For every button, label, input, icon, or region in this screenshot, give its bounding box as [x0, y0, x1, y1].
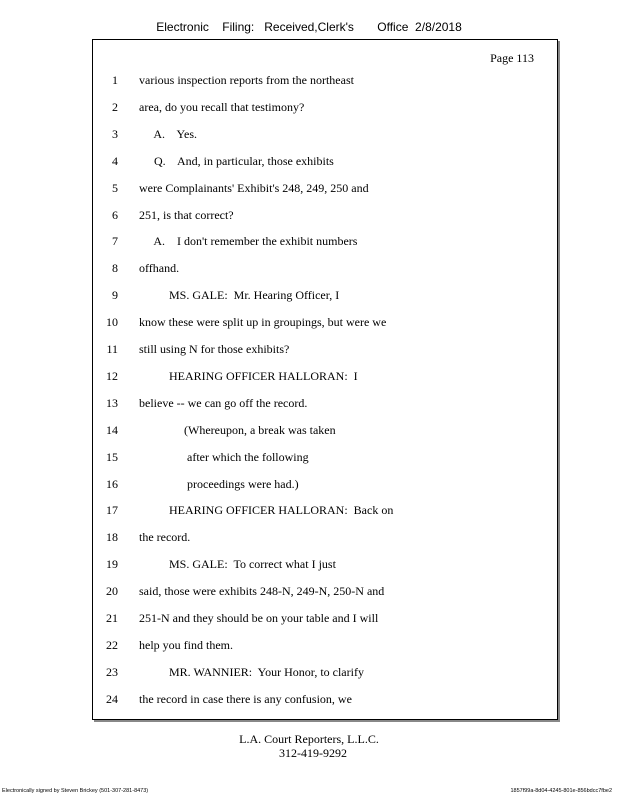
- line-text: after which the following: [139, 449, 309, 464]
- line-number: 19: [106, 557, 118, 572]
- transcript-line: [0, 396, 618, 412]
- line-text: 251, is that correct?: [139, 207, 234, 222]
- signature-right: 1857f99a-8d04-4245-801e-856bdcc7fbe2: [510, 788, 612, 794]
- transcript-line: [0, 208, 618, 224]
- transcript-line: [0, 73, 618, 89]
- transcript-line: [0, 584, 618, 600]
- line-number: 24: [106, 691, 118, 706]
- transcript-line: [0, 611, 618, 627]
- transcript-line: [0, 100, 618, 116]
- line-number: 9: [112, 288, 118, 303]
- line-text: said, those were exhibits 248-N, 249-N, 250-N and: [139, 584, 385, 599]
- transcript-line: [0, 692, 618, 708]
- signature-left: Electronically signed by Steven Brickey (501-307-281-8473): [2, 788, 149, 794]
- line-number: 3: [112, 126, 118, 141]
- line-number: 22: [106, 637, 118, 652]
- transcript-line: [0, 315, 618, 331]
- line-number: 11: [106, 342, 118, 356]
- line-text: know these were split up in groupings, but were we: [139, 315, 387, 330]
- footer-phone: 312-419-9292: [279, 746, 347, 760]
- line-text: area, do you recall that testimony?: [139, 99, 305, 114]
- transcript-line: [0, 423, 618, 439]
- line-text: HEARING OFFICER HALLORAN: Back on: [139, 503, 394, 518]
- line-text: the record.: [139, 530, 191, 545]
- line-number: 5: [112, 180, 118, 195]
- line-number: 14: [106, 422, 118, 437]
- line-number: 12: [106, 368, 118, 383]
- line-number: 4: [112, 153, 118, 168]
- transcript-line: [0, 181, 618, 197]
- line-number: 2: [112, 99, 118, 114]
- filing-stamp-header: Electronic Filing: Received,Clerk's Office 2/8/2018: [156, 20, 462, 34]
- line-text: MR. WANNIER: Your Honor, to clarify: [139, 664, 364, 679]
- transcript-line: [0, 530, 618, 546]
- line-text: A. Yes.: [139, 126, 198, 141]
- transcript-line: [0, 261, 618, 277]
- line-text: 251-N and they should be on your table and I will: [139, 611, 379, 625]
- line-number: 17: [106, 503, 118, 518]
- transcript-line: [0, 557, 618, 573]
- footer-company: L.A. Court Reporters, L.L.C.: [239, 732, 379, 746]
- line-text: MS. GALE: Mr. Hearing Officer, I: [139, 288, 340, 303]
- line-text: believe -- we can go off the record.: [139, 395, 308, 410]
- transcript-line: [0, 638, 618, 654]
- line-text: various inspection reports from the northeast: [139, 73, 354, 87]
- line-text: offhand.: [139, 261, 180, 276]
- line-text: MS. GALE: To correct what I just: [139, 557, 336, 572]
- line-number: 15: [106, 449, 118, 464]
- transcript-line: [0, 154, 618, 170]
- line-text: were Complainants' Exhibit's 248, 249, 250 and: [139, 180, 369, 195]
- line-text: A. I don't remember the exhibit numbers: [139, 234, 358, 249]
- transcript-line: [0, 503, 618, 519]
- transcript-line: [0, 665, 618, 681]
- transcript-line: [0, 369, 618, 385]
- transcript-line: [0, 450, 618, 466]
- page-number: Page 113: [490, 51, 534, 65]
- line-number: 23: [106, 664, 118, 679]
- line-text: the record in case there is any confusion, we: [139, 691, 352, 706]
- line-text: help you find them.: [139, 637, 233, 652]
- line-text: still using N for those exhibits?: [139, 342, 290, 356]
- line-text: (Whereupon, a break was taken: [139, 422, 336, 437]
- transcript-line: [0, 127, 618, 143]
- line-text: Q. And, in particular, those exhibits: [139, 153, 334, 168]
- line-text: HEARING OFFICER HALLORAN: I: [139, 368, 358, 383]
- line-number: 18: [106, 530, 118, 545]
- transcript-line: [0, 477, 618, 493]
- transcript-line: [0, 234, 618, 250]
- line-number: 8: [112, 261, 118, 276]
- line-number: 20: [106, 584, 118, 599]
- transcript-line: [0, 288, 618, 304]
- line-number: 7: [112, 234, 118, 249]
- line-text: proceedings were had.): [139, 476, 299, 491]
- line-number: 16: [106, 476, 118, 491]
- line-number: 6: [112, 207, 118, 222]
- line-number: 21: [106, 611, 118, 625]
- line-number: 10: [106, 315, 118, 330]
- transcript-line: [0, 342, 618, 358]
- line-number: 13: [106, 395, 118, 410]
- line-number: 1: [112, 73, 118, 87]
